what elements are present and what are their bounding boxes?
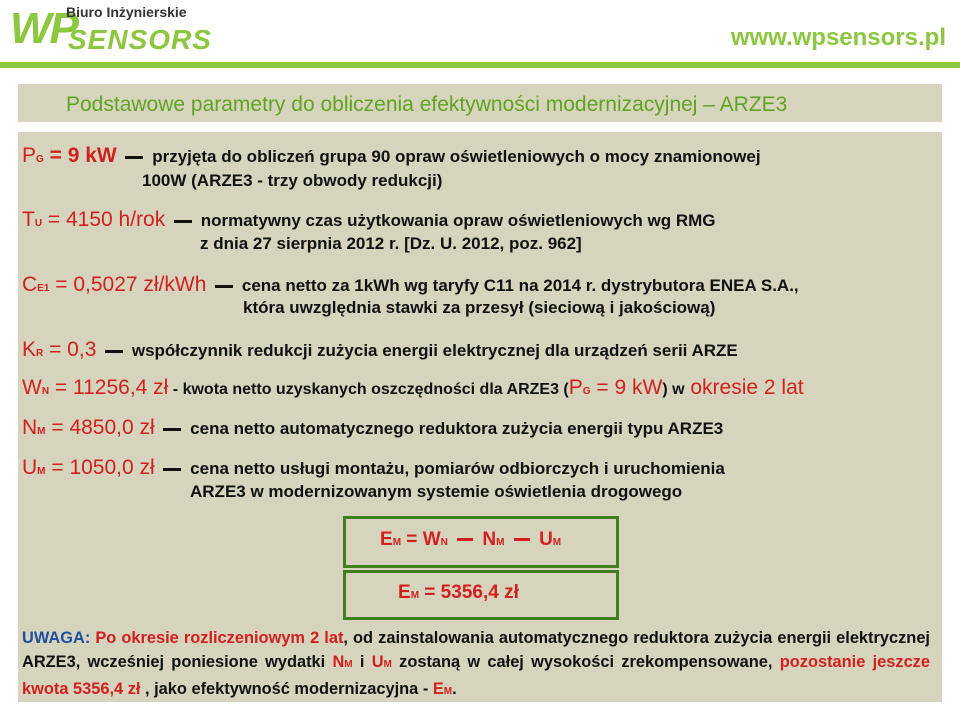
- wn-symbol: W: [22, 376, 42, 399]
- kr-symbol: K: [22, 338, 37, 361]
- minus-icon: [457, 538, 473, 541]
- param-kr: [22, 338, 738, 362]
- kr-value: = 0,3: [43, 338, 97, 361]
- um-subscript: M: [37, 466, 46, 477]
- wn-period: okresie 2 lat: [684, 376, 804, 399]
- header-divider: [0, 62, 960, 68]
- note-em: E: [432, 680, 444, 698]
- dash-icon: [215, 285, 233, 288]
- tu-subscript: U: [34, 218, 43, 229]
- pg-subscript: G: [36, 154, 44, 165]
- logo-sensors: SENSORS: [68, 24, 212, 55]
- ce-desc: cena netto za 1kWh wg taryfy C11 na 2014 r. dystrybutora ENEA S.A.,: [241, 276, 799, 295]
- dash-icon: [105, 350, 123, 353]
- dash-icon: [163, 428, 181, 431]
- param-pg: [22, 144, 761, 168]
- ce-subscript: E1: [37, 283, 50, 294]
- result-value: = 5356,4 zł: [419, 582, 519, 603]
- um-value: = 1050,0 zł: [45, 456, 155, 479]
- note-um: U: [371, 653, 384, 671]
- param-ce: [22, 273, 799, 297]
- pg-symbol: P: [22, 144, 37, 167]
- formula-um-sub: M: [552, 537, 562, 548]
- dash-icon: [125, 156, 143, 159]
- note-paragraph: [22, 626, 930, 704]
- dash-icon: [174, 220, 192, 223]
- wn-subscript: N: [41, 386, 50, 397]
- note-and: i: [352, 653, 372, 671]
- um-symbol: U: [22, 456, 38, 479]
- formula-nm: N: [482, 529, 497, 550]
- logo-biuro-text: Biuro Inżynierskie: [66, 4, 187, 20]
- minus-icon: [514, 538, 530, 541]
- wn-pg-symbol: P: [568, 376, 583, 399]
- tu-value: = 4150 h/rok: [42, 208, 166, 231]
- formula-em: E: [380, 529, 393, 550]
- formula-um: U: [539, 529, 553, 550]
- nm-desc: cena netto automatycznego reduktora zużycia energii typu ARZE3: [190, 419, 724, 438]
- note-em-sub: M: [443, 686, 453, 697]
- result-symbol: E: [398, 582, 411, 603]
- ce-symbol: C: [22, 273, 38, 296]
- formula-nm-sub: M: [496, 537, 505, 548]
- wn-desc: - kwota netto uzyskanych oszczędności dla ARZE3 (: [168, 381, 569, 398]
- formula-eq: =: [401, 529, 423, 550]
- note-label: UWAGA:: [22, 629, 91, 647]
- wn-value: = 11256,4 zł: [49, 376, 169, 399]
- wn-pg-value: = 9 kW: [590, 376, 663, 399]
- note-part2: , od zainstalowania automatycznego reduktora zużycia energii elektrycznej ARZE3, wcześniej poniesione wydatki: [22, 629, 930, 671]
- nm-value: = 4850,0 zł: [45, 416, 155, 439]
- tu-desc-line2: z dnia 27 sierpnia 2012 r. [Dz. U. 2012, poz. 962]: [200, 234, 582, 253]
- kr-desc: współczynnik redukcji zużycia energii elektrycznej dla urządzeń serii ARZE: [131, 341, 738, 360]
- note-part1: Po okresie rozliczeniowym 2 lat: [90, 629, 344, 647]
- nm-symbol: N: [22, 416, 38, 439]
- ce-desc-line2: która uwzględnia stawki za przesył (sieciową i jakościową): [243, 298, 716, 317]
- um-desc: cena netto usługi montażu, pomiarów odbiorczych i uruchomienia: [190, 459, 725, 478]
- formula-wn: W: [422, 529, 441, 550]
- note-nm: N: [332, 653, 345, 671]
- result-subscript: M: [410, 590, 420, 601]
- wn-pg-subscript: G: [582, 386, 591, 397]
- tu-desc: normatywny czas użytkowania opraw oświetleniowych wg RMG: [200, 211, 716, 230]
- formula-em-sub: M: [392, 537, 402, 548]
- page-title: Podstawowe parametry do obliczenia efektywności modernizacyjnej – ARZE3: [66, 93, 788, 116]
- param-nm: [22, 416, 723, 440]
- logo-wp: WP: [10, 4, 77, 53]
- param-tu: [22, 208, 716, 232]
- wn-close: ) w: [662, 381, 685, 398]
- note-nm-sub: M: [344, 659, 353, 670]
- param-um: [22, 456, 725, 480]
- note-end: .: [452, 680, 457, 698]
- dash-icon: [163, 468, 181, 471]
- nm-subscript: M: [37, 426, 46, 437]
- kr-subscript: R: [36, 348, 44, 359]
- formula: [380, 529, 561, 551]
- ce-value: = 0,5027 zł/kWh: [49, 273, 207, 296]
- result: [398, 582, 519, 604]
- note-part3: zostaną w całej wysokości zrekompensowane,: [391, 653, 780, 671]
- param-wn: [22, 376, 804, 400]
- website-link[interactable]: www.wpsensors.pl: [730, 24, 946, 51]
- pg-desc: przyjęta do obliczeń grupa 90 opraw oświetleniowych o mocy znamionowej: [152, 147, 761, 166]
- formula-wn-sub: N: [440, 537, 448, 548]
- pg-value: = 9 kW: [43, 144, 117, 167]
- tu-symbol: T: [22, 208, 35, 231]
- pg-desc-line2: 100W (ARZE3 - trzy obwody redukcji): [142, 171, 443, 190]
- note-um-sub: M: [383, 659, 392, 670]
- note-part5: , jako efektywność modernizacyjna -: [140, 680, 433, 698]
- um-desc-line2: ARZE3 w modernizowanym systemie oświetlenia drogowego: [190, 482, 683, 501]
- note-part4: pozostanie jeszcze kwota 5356,4 zł: [22, 653, 930, 698]
